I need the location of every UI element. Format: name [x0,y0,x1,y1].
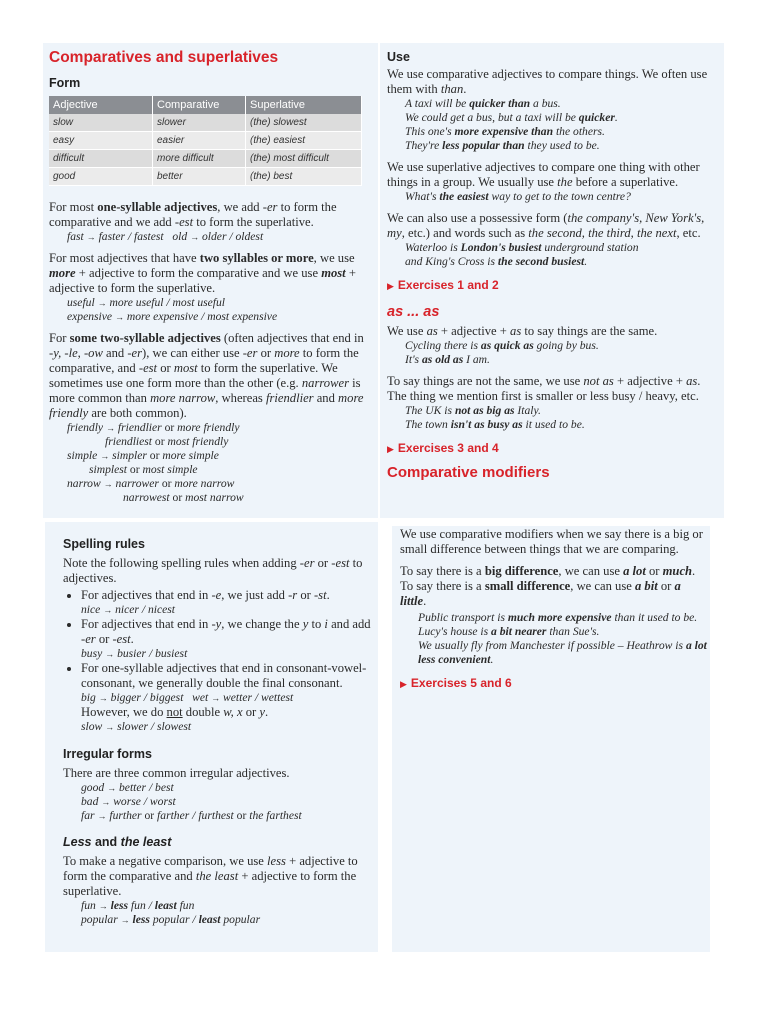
right-arrow-icon: → [190,232,200,242]
as-para-2: To say things are not the same, we use not as + adjective + as. The thing we mention first is smaller or less busy / heavy, etc. [387,374,701,403]
example-line: The town isn't as busy as it used to be. [405,418,585,431]
example-line: A taxi will be quicker than a bus. [405,97,561,110]
page-title: Comparatives and superlatives [49,49,279,66]
example-line: We usually fly from Manchester if possible – Heathrow is a lot less convenient. [418,639,707,666]
irregular-intro: There are three common irregular adjectives. [63,766,290,780]
right-arrow-icon: → [86,232,96,242]
example-line: It's as old as I am. [405,353,490,366]
table-row [49,114,362,132]
use-para-3: We can also use a possessive form (the company's, New York's, my, etc.) and words such as the second, the third, the next, etc. [387,211,705,240]
spelling-rules-heading: Spelling rules [63,537,145,551]
comparative-modifiers-heading: Comparative modifiers [387,464,550,481]
table-cell: good [49,168,153,186]
example-line: Lucy's house is a bit nearer than Sue's. [418,625,600,638]
right-arrow-icon: → [100,451,110,461]
example-line: far → further or farther / furthest or the farthest [81,809,302,822]
para-some-two-syllable: For some two-syllable adjectives (often adjectives that end in -y, -le, -ow and -er), we can either use -er or more to form the comparative, and -est or most to form the superlative. We sometimes use one form more than the other (e.g. narrower is more common than more narrow, whereas friendlier and more friendly are both common). [49,331,364,420]
exercise-link-1[interactable]: ▶ Exercises 1 and 2 [387,278,499,292]
use-para-2: We use superlative adjectives to compare one thing with other things in a group. We usually use the before a superlative. [387,160,700,189]
example-line: They're less popular than they used to be. [405,139,600,152]
example-line: Waterloo is London's busiest underground station [405,241,639,254]
right-arrow-icon: → [114,312,124,322]
mod-para-2: To say there is a big difference, we can use a lot or much. [400,564,696,578]
example-line: narrowest or most narrow [123,491,244,504]
example-line: friendly → friendlier or more friendly [67,421,240,434]
right-arrow-icon: → [101,797,111,807]
example-line: fast → faster / fastest old → older / oldest [67,230,264,243]
table-cell: (the) best [246,168,362,186]
table-cell: (the) slowest [246,114,362,132]
para-two-syllables: For most adjectives that have two syllables or more, we use more + adjective to form the comparative and we use most + adjective to form the superlative. [49,251,356,295]
example-line: We could get a bus, but a taxi will be quicker. [405,111,618,124]
example-line: simplest or most simple [89,463,198,476]
less-para: To make a negative comparison, we use less + adjective to form the comparative and the least + adjective to form the superlative. [63,854,358,898]
example-line: The UK is not as big as Italy. [405,404,541,417]
para-one-syllable: For most one-syllable adjectives, we add -er to form the comparative and we add -est to form the superlative. [49,200,337,229]
table-row [49,150,362,168]
example-line: Cycling there is as quick as going by bus. [405,339,599,352]
table-header: Adjective [49,96,153,114]
right-arrow-icon: → [97,811,107,821]
right-arrow-icon: → [103,479,113,489]
use-para-1: We use comparative adjectives to compare things. We often use them with than. [387,67,708,96]
table-cell: better [153,168,246,186]
example-line: friendliest or most friendly [105,435,229,448]
exercise-link-3[interactable]: ▶ Exercises 5 and 6 [400,676,512,690]
table-header: Superlative [246,96,362,114]
example-line: bad → worse / worst [81,795,176,808]
example-line: and King's Cross is the second busiest. [405,255,588,268]
form-heading: Form [49,76,81,90]
example-line: Public transport is much more expensive than it used to be. [418,611,698,624]
table-cell: (the) most difficult [246,150,362,168]
section-form [49,47,371,505]
table-cell: (the) easiest [246,132,362,150]
right-arrow-icon: → [98,693,108,703]
example-line: busy → busier / busiest [81,647,188,660]
example-line: big → bigger / biggest wet → wetter / wettest [81,691,294,704]
list-item: • For adjectives that end in -e, we just add -r or -st. nice → nicer / nicest [81,588,371,617]
example-line: What's the easiest way to get to the town centre? [405,190,631,203]
example-line: good → better / best [81,781,174,794]
example-line: useful → more useful / most useful [67,296,226,309]
use-heading: Use [387,50,410,64]
list-item: • For adjectives that end in -y, we change the y to i and add -er or -est. busy → busier / busiest [81,617,371,661]
table-cell: more difficult [153,150,246,168]
exercise-link-2[interactable]: ▶ Exercises 3 and 4 [387,441,499,455]
section-spelling [63,536,371,927]
table-row [49,132,362,150]
example-line: simple → simpler or more simple [67,449,219,462]
less-least-heading: Less and the least [63,835,172,849]
mod-para-1: We use comparative modifiers when we say there is a big or small difference between things that we are comparing. [400,527,703,556]
list-item: • For one-syllable adjectives that end in consonant-vowel-consonant, we generally double the final consonant. big → bigger / biggest wet → wetter / wettest However, we do not double w, x or y. slow → slower / slowest [81,661,371,734]
spelling-note: However, we do not double w, x or y. [81,705,269,719]
table-cell: easier [153,132,246,150]
triangle-right-icon: ▶ [387,444,394,454]
irregular-forms-heading: Irregular forms [63,747,152,761]
example-line: expensive → more expensive / most expensive [67,310,278,323]
example-line: popular → less popular / least popular [81,913,261,926]
spelling-rules-list [63,588,371,734]
example-line: nice → nicer / nicest [81,603,176,616]
mod-para-3: To say there is a small difference, we can use a bit or a little. [400,579,681,608]
right-arrow-icon: → [105,423,115,433]
triangle-right-icon: ▶ [387,281,394,291]
example-line: This one's more expensive than the others. [405,125,605,138]
forms-table [49,96,362,186]
example-line: narrow → narrower or more narrow [67,477,235,490]
right-arrow-icon: → [107,783,117,793]
table-row [49,168,362,186]
right-arrow-icon: → [105,722,115,732]
right-arrow-icon: → [120,915,130,925]
right-arrow-icon: → [103,605,113,615]
right-arrow-icon: → [105,649,115,659]
right-arrow-icon: → [211,693,221,703]
right-arrow-icon: → [98,901,108,911]
example-line: fun → less fun / least fun [81,899,195,912]
table-header-row [49,96,362,114]
table-cell: slower [153,114,246,132]
right-arrow-icon: → [97,298,107,308]
table-cell: easy [49,132,153,150]
example-line: slow → slower / slowest [81,720,192,733]
as-as-heading: as ... as [387,304,440,320]
table-cell: slow [49,114,153,132]
as-para-1: We use as + adjective + as to say things are the same. [387,324,658,338]
spelling-intro: Note the following spelling rules when adding -er or -est to adjectives. [63,556,363,585]
section-modifiers [400,527,710,692]
table-cell: difficult [49,150,153,168]
table-header: Comparative [153,96,246,114]
triangle-right-icon: ▶ [400,679,407,689]
section-use [387,49,717,483]
